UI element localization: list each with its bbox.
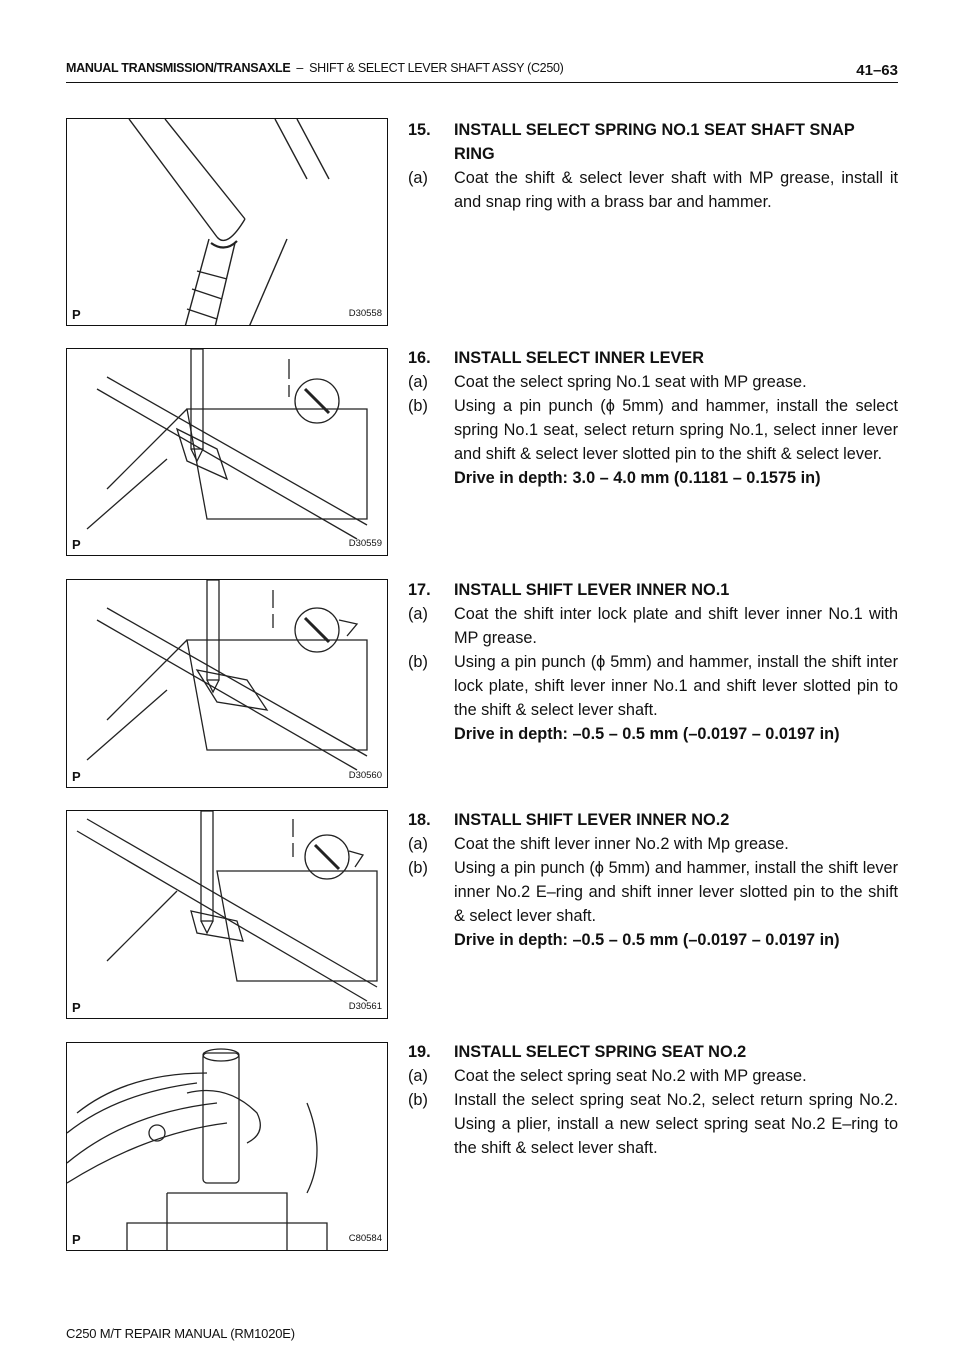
figure-code: D30559 — [348, 538, 382, 549]
item-text: Using a pin punch (ϕ 5mm) and hammer, install the shift inter lock plate, shift lever inner No.1 and shift lever slotted pin to the shift & select lever shaft. — [454, 653, 898, 719]
figure-code: D30558 — [348, 308, 382, 319]
step-title — [408, 346, 898, 370]
page-number: 41–63 — [856, 62, 898, 79]
header-separator: – — [296, 61, 304, 75]
step-item — [408, 1088, 898, 1160]
header-title — [66, 61, 564, 75]
step-title-text: INSTALL SHIFT LEVER INNER NO.1 — [454, 581, 730, 599]
item-label: (b) — [408, 859, 428, 877]
illustration-shift-lever-inner-1 — [67, 580, 388, 788]
step-16 — [408, 346, 898, 490]
drive-depth-spec: Drive in depth: –0.5 – 0.5 mm (–0.0197 – 0.0197 in) — [454, 725, 840, 743]
figure-c80584 — [66, 1042, 388, 1251]
item-text: Coat the shift inter lock plate and shift lever inner No.1 with MP grease. — [454, 605, 898, 647]
figure-letter: P — [72, 1000, 81, 1015]
step-item — [408, 166, 898, 214]
step-item — [408, 856, 898, 928]
figure-d30558 — [66, 118, 388, 326]
figure-letter: P — [72, 307, 81, 322]
step-number: 17. — [408, 581, 431, 599]
step-title — [408, 118, 898, 166]
step-item — [408, 370, 898, 394]
illustration-pin-punch-vise — [67, 349, 388, 556]
step-title — [408, 578, 898, 602]
step-number: 18. — [408, 811, 431, 829]
item-text: Install the select spring seat No.2, select return spring No.2. Using a plier, install a new select spring seat No.2 E–ring to the shift & select lever shaft. — [454, 1091, 898, 1157]
item-label: (a) — [408, 373, 428, 391]
figure-code: C80584 — [348, 1233, 382, 1244]
figure-letter: P — [72, 769, 81, 784]
item-text: Using a pin punch (ϕ 5mm) and hammer, install the shift lever inner No.2 E–ring and shift inner lever slotted pin to the shift & select lever shaft. — [454, 859, 898, 925]
figure-letter: P — [72, 537, 81, 552]
step-title-text: INSTALL SELECT SPRING SEAT NO.2 — [454, 1043, 747, 1061]
step-item — [408, 650, 898, 722]
figure-d30561 — [66, 810, 388, 1019]
drive-depth-spec: Drive in depth: –0.5 – 0.5 mm (–0.0197 – 0.0197 in) — [454, 931, 840, 949]
step-item — [408, 832, 898, 856]
item-text: Coat the select spring seat No.2 with MP grease. — [454, 1067, 807, 1085]
step-number: 19. — [408, 1043, 431, 1061]
illustration-shift-lever-inner-2 — [67, 811, 388, 1019]
step-number: 16. — [408, 349, 431, 367]
step-title — [408, 808, 898, 832]
step-title-text: INSTALL SELECT SPRING NO.1 SEAT SHAFT SNAP RING — [454, 121, 855, 163]
item-text: Coat the shift & select lever shaft with MP grease, install it and snap ring with a brass bar and hammer. — [454, 169, 898, 211]
figure-code: D30560 — [348, 770, 382, 781]
step-18 — [408, 808, 898, 952]
item-label: (b) — [408, 397, 428, 415]
figure-letter: P — [72, 1232, 81, 1247]
step-item — [408, 1064, 898, 1088]
figure-d30560 — [66, 579, 388, 788]
step-title — [408, 1040, 898, 1064]
step-item — [408, 394, 898, 466]
figure-code: D30561 — [348, 1001, 382, 1012]
step-15 — [408, 118, 898, 214]
item-label: (b) — [408, 653, 428, 671]
step-item — [408, 602, 898, 650]
item-text: Using a pin punch (ϕ 5mm) and hammer, install the select spring No.1 seat, select return spring No.1, select inner lever and shift & select lever slotted pin to the shift & select lever. — [454, 397, 898, 463]
step-number: 15. — [408, 121, 431, 139]
illustration-brass-bar — [67, 119, 388, 326]
item-text: Coat the shift lever inner No.2 with Mp grease. — [454, 835, 789, 853]
footer-manual-id: C250 M/T REPAIR MANUAL (RM1020E) — [66, 1326, 295, 1341]
drive-depth-spec: Drive in depth: 3.0 – 4.0 mm (0.1181 – 0.1575 in) — [454, 469, 821, 487]
item-label: (b) — [408, 1091, 428, 1109]
step-title-text: INSTALL SELECT INNER LEVER — [454, 349, 704, 367]
illustration-plier-e-ring — [67, 1043, 388, 1251]
figure-d30559 — [66, 348, 388, 556]
item-label: (a) — [408, 169, 428, 187]
step-17 — [408, 578, 898, 746]
step-19 — [408, 1040, 898, 1160]
item-label: (a) — [408, 1067, 428, 1085]
item-label: (a) — [408, 835, 428, 853]
item-label: (a) — [408, 605, 428, 623]
step-title-text: INSTALL SHIFT LEVER INNER NO.2 — [454, 811, 730, 829]
header-rule — [66, 82, 898, 83]
header-section: MANUAL TRANSMISSION/TRANSAXLE — [66, 61, 291, 75]
item-text: Coat the select spring No.1 seat with MP grease. — [454, 373, 807, 391]
header-subsection: SHIFT & SELECT LEVER SHAFT ASSY (C250) — [309, 61, 564, 75]
